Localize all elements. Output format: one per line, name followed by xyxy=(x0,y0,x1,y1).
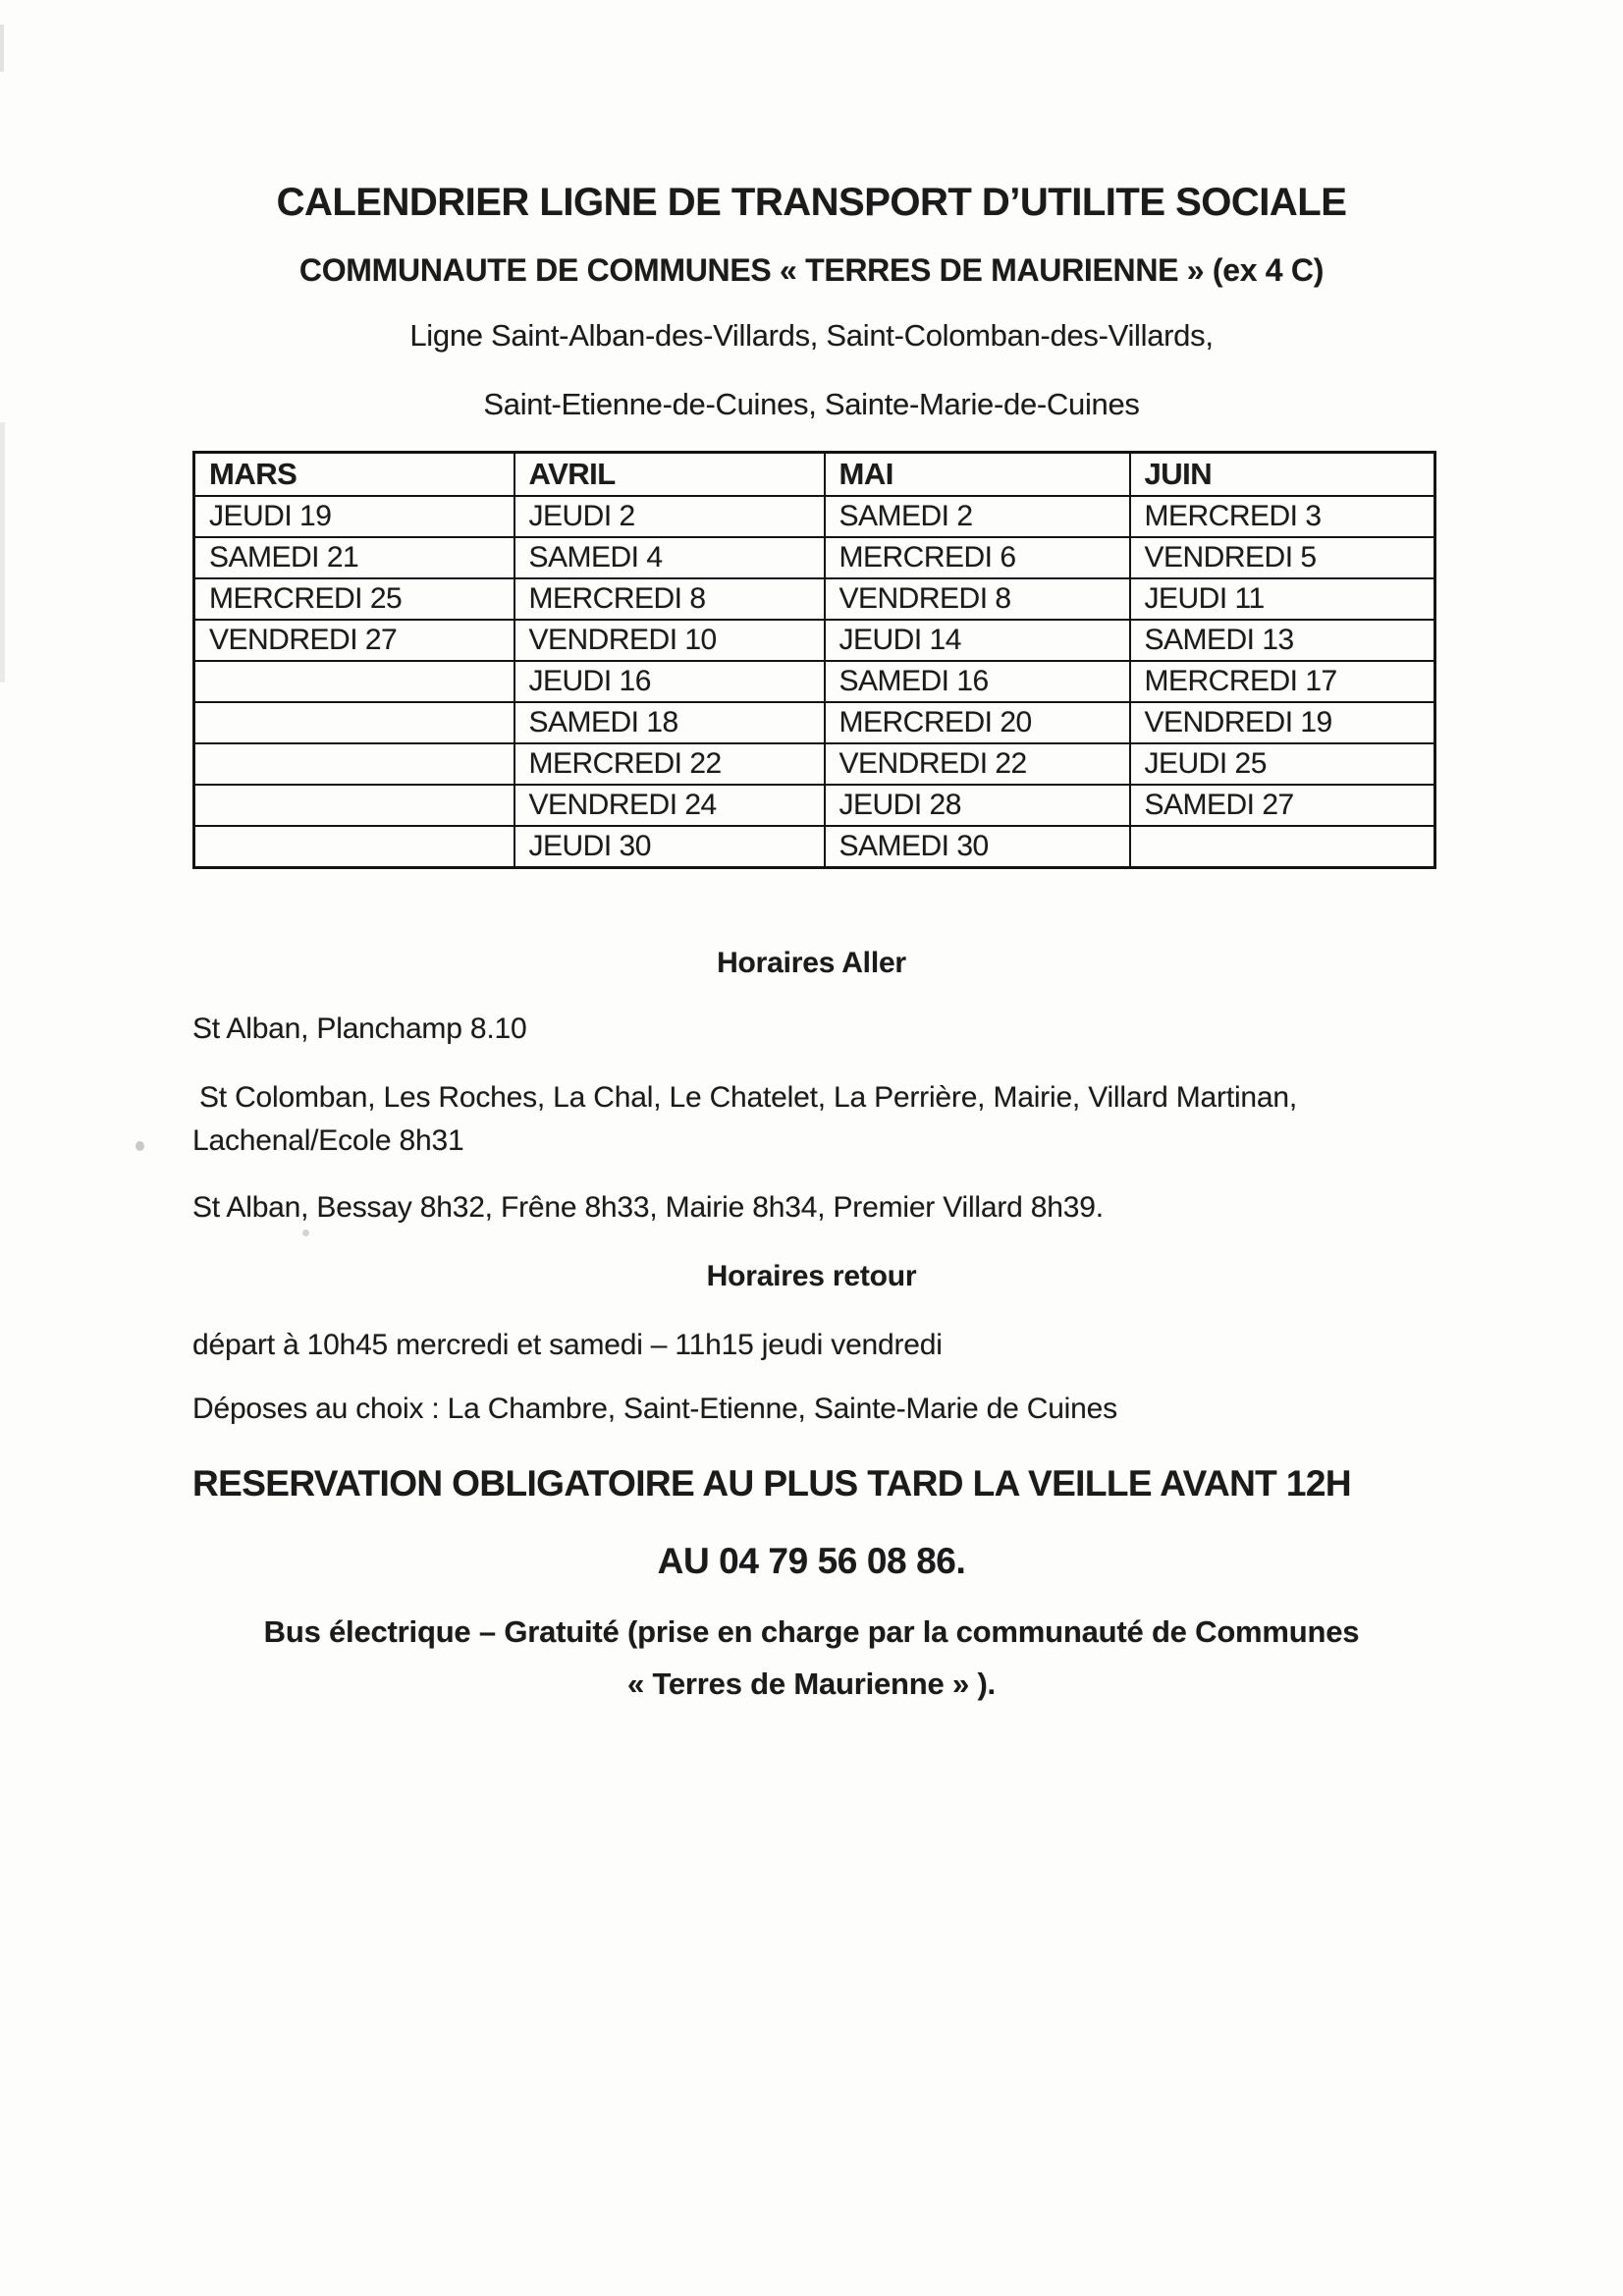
date-cell: JEUDI 16 xyxy=(514,661,825,702)
date-cell: SAMEDI 13 xyxy=(1130,620,1435,661)
table-row xyxy=(194,578,1435,620)
date-cell: SAMEDI 2 xyxy=(825,496,1130,537)
date-cell: SAMEDI 16 xyxy=(825,661,1130,702)
date-cell xyxy=(194,702,514,743)
date-cell: MERCREDI 6 xyxy=(825,537,1130,578)
horaires-retour-heading: Horaires retour xyxy=(706,1260,917,1292)
phone-number: AU 04 79 56 08 86. xyxy=(657,1541,966,1581)
date-cell: SAMEDI 4 xyxy=(514,537,825,578)
date-cell xyxy=(194,785,514,826)
date-cell xyxy=(194,826,514,868)
date-cell: MERCREDI 25 xyxy=(194,578,514,620)
table-row xyxy=(194,496,1435,537)
free-service-note-line-1: Bus électrique – Gratuité (prise en charge par la communauté de Communes xyxy=(263,1614,1360,1649)
page-title: CALENDRIER LIGNE DE TRANSPORT D’UTILITE SOCIALE xyxy=(276,181,1347,224)
route-line-1: Ligne Saint-Alban-des-Villards, Saint-Colomban-des-Villards, xyxy=(409,318,1214,353)
date-cell: JEUDI 2 xyxy=(514,496,825,537)
table-header-row xyxy=(194,453,1435,497)
date-cell: JEUDI 30 xyxy=(514,826,825,868)
calendar-table xyxy=(192,451,1436,869)
date-cell: SAMEDI 18 xyxy=(514,702,825,743)
table-row xyxy=(194,537,1435,578)
date-cell xyxy=(194,743,514,785)
scan-artifact-dot-1 xyxy=(135,1141,144,1151)
date-cell: VENDREDI 22 xyxy=(825,743,1130,785)
date-cell: VENDREDI 10 xyxy=(514,620,825,661)
free-service-note-line-2: « Terres de Maurienne » ). xyxy=(627,1667,996,1701)
free-service-note xyxy=(0,1606,1623,1710)
table-row xyxy=(194,702,1435,743)
aller-stop-line-1: St Alban, Planchamp 8.10 xyxy=(192,1012,527,1045)
table-row xyxy=(194,620,1435,661)
date-cell xyxy=(194,661,514,702)
aller-stop-line-2a: St Colomban, Les Roches, La Chal, Le Chatelet, La Perrière, Mairie, Villard Martinan, xyxy=(199,1081,1298,1114)
month-column-header: JUIN xyxy=(1130,453,1435,497)
month-column-header: MAI xyxy=(825,453,1130,497)
reservation-notice: RESERVATION OBLIGATOIRE AU PLUS TARD LA VEILLE AVANT 12H xyxy=(192,1463,1351,1503)
date-cell: JEUDI 28 xyxy=(825,785,1130,826)
date-cell: VENDREDI 8 xyxy=(825,578,1130,620)
date-cell: SAMEDI 21 xyxy=(194,537,514,578)
date-cell: VENDREDI 5 xyxy=(1130,537,1435,578)
retour-dropoff-line: Déposes au choix : La Chambre, Saint-Etienne, Sainte-Marie de Cuines xyxy=(192,1393,1117,1425)
month-column-header: MARS xyxy=(194,453,514,497)
date-cell: JEUDI 11 xyxy=(1130,578,1435,620)
date-cell: VENDREDI 24 xyxy=(514,785,825,826)
date-cell xyxy=(1130,826,1435,868)
table-row xyxy=(194,743,1435,785)
table-row xyxy=(194,826,1435,868)
scan-artifact-dot-2 xyxy=(302,1230,309,1236)
date-cell: MERCREDI 8 xyxy=(514,578,825,620)
date-cell: MERCREDI 20 xyxy=(825,702,1130,743)
date-cell: SAMEDI 30 xyxy=(825,826,1130,868)
date-cell: JEUDI 19 xyxy=(194,496,514,537)
retour-departure-line: départ à 10h45 mercredi et samedi – 11h15 jeudi vendredi xyxy=(192,1329,943,1361)
date-cell: JEUDI 14 xyxy=(825,620,1130,661)
route-line-2: Saint-Etienne-de-Cuines, Sainte-Marie-de-Cuines xyxy=(483,387,1140,421)
horaires-aller-heading: Horaires Aller xyxy=(717,947,906,979)
date-cell: MERCREDI 17 xyxy=(1130,661,1435,702)
date-cell: SAMEDI 27 xyxy=(1130,785,1435,826)
aller-stop-line-2 xyxy=(192,1076,1297,1163)
date-cell: JEUDI 25 xyxy=(1130,743,1435,785)
scan-artifact-streak-top xyxy=(0,25,4,72)
scan-artifact-streak-mid xyxy=(0,422,5,683)
page-subtitle: COMMUNAUTE DE COMMUNES « TERRES DE MAURIENNE » (ex 4 C) xyxy=(298,252,1325,288)
table-row xyxy=(194,785,1435,826)
month-column-header: AVRIL xyxy=(514,453,825,497)
date-cell: VENDREDI 27 xyxy=(194,620,514,661)
date-cell: MERCREDI 22 xyxy=(514,743,825,785)
aller-stop-line-3: St Alban, Bessay 8h32, Frêne 8h33, Mairie 8h34, Premier Villard 8h39. xyxy=(192,1191,1104,1224)
date-cell: MERCREDI 3 xyxy=(1130,496,1435,537)
aller-stop-line-2b: Lachenal/Ecole 8h31 xyxy=(192,1124,464,1157)
table-row xyxy=(194,661,1435,702)
date-cell: VENDREDI 19 xyxy=(1130,702,1435,743)
